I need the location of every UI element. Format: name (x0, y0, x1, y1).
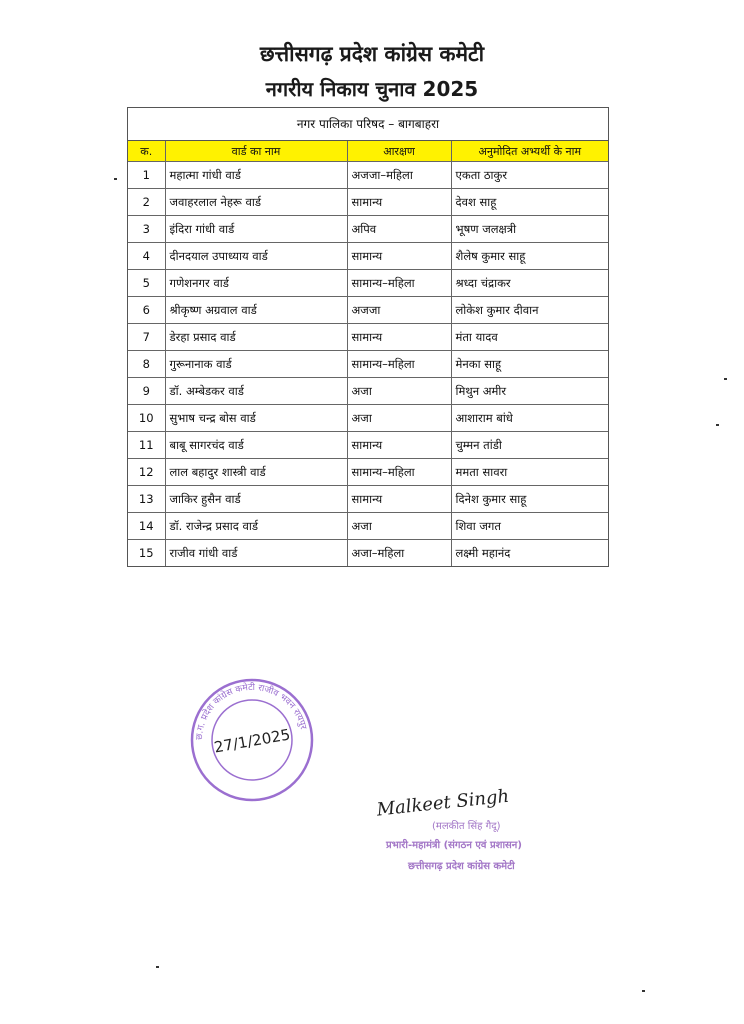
cell-serial: 15 (128, 540, 165, 567)
cell-serial: 6 (128, 297, 165, 324)
table-row (128, 459, 608, 486)
cell-serial: 7 (128, 324, 165, 351)
speck (724, 378, 727, 380)
cell-candidate: मंता यादव (451, 324, 608, 351)
table-row (128, 324, 608, 351)
cell-ward-name: गणेशनगर वार्ड (165, 270, 347, 297)
cell-candidate: एकता ठाकुर (451, 162, 608, 189)
table-row (128, 486, 608, 513)
cell-candidate: मिथुन अमीर (451, 378, 608, 405)
cell-ward-name: डेरहा प्रसाद वार्ड (165, 324, 347, 351)
table-row (128, 162, 608, 189)
table-row (128, 270, 608, 297)
cell-ward-name: जवाहरलाल नेहरू वार्ड (165, 189, 347, 216)
cell-ward-name: सुभाष चन्द्र बोस वार्ड (165, 405, 347, 432)
cell-ward-name: इंदिरा गांधी वार्ड (165, 216, 347, 243)
cell-reservation: अजा (347, 513, 451, 540)
cell-serial: 2 (128, 189, 165, 216)
cell-serial: 14 (128, 513, 165, 540)
cell-serial: 1 (128, 162, 165, 189)
document-subtitle: नगरीय निकाय चुनाव 2025 (265, 77, 479, 101)
col-header-candidate: अनुमोदित अभ्यर्थी के नाम (451, 141, 608, 162)
cell-candidate: श्रध्दा चंद्राकर (451, 270, 608, 297)
cell-candidate: देवश साहू (451, 189, 608, 216)
cell-candidate: चुम्मन तांडी (451, 432, 608, 459)
table-row (128, 432, 608, 459)
cell-serial: 9 (128, 378, 165, 405)
col-header-serial: क. (128, 141, 165, 162)
cell-serial: 12 (128, 459, 165, 486)
cell-candidate: शिवा जगत (451, 513, 608, 540)
cell-reservation: सामान्य (347, 324, 451, 351)
cell-reservation: सामान्य–महिला (347, 459, 451, 486)
cell-candidate: लोकेश कुमार दीवान (451, 297, 608, 324)
cell-candidate: लक्ष्मी महानंद (451, 540, 608, 567)
cell-ward-name: श्रीकृष्ण अग्रवाल वार्ड (165, 297, 347, 324)
cell-serial: 11 (128, 432, 165, 459)
stamp-ring-text: छ.ग. प्रदेश कांग्रेस कमेटी राजीव भवन रायपुर (194, 682, 308, 741)
cell-ward-name: महात्मा गांधी वार्ड (165, 162, 347, 189)
cell-ward-name: लाल बहादुर शास्त्री वार्ड (165, 459, 347, 486)
table-row (128, 405, 608, 432)
speck (114, 178, 117, 180)
table-row (128, 513, 608, 540)
cell-serial: 4 (128, 243, 165, 270)
table-row (128, 243, 608, 270)
signatory-organization: छत्तीसगढ़ प्रदेश कांग्रेस कमेटी (408, 861, 515, 872)
cell-ward-name: राजीव गांधी वार्ड (165, 540, 347, 567)
signatory-designation: प्रभारी-महामंत्री (संगठन एवं प्रशासन) (386, 840, 522, 851)
col-header-ward-name: वार्ड का नाम (165, 141, 347, 162)
table-row (128, 540, 608, 567)
speck (642, 990, 645, 992)
stamp-graphic (188, 676, 316, 804)
cell-reservation: अजजा–महिला (347, 162, 451, 189)
stamp-date: 27/1/2025 (212, 725, 292, 757)
cell-serial: 8 (128, 351, 165, 378)
table-row (128, 297, 608, 324)
cell-candidate: दिनेश कुमार साहू (451, 486, 608, 513)
cell-reservation: अजजा (347, 297, 451, 324)
candidate-table (128, 141, 608, 566)
table-row (128, 189, 608, 216)
cell-candidate: मेनका साहू (451, 351, 608, 378)
signatory-name: (मलकीत सिंह गैदू) (432, 821, 501, 832)
cell-ward-name: बाबू सागरचंद वार्ड (165, 432, 347, 459)
cell-serial: 13 (128, 486, 165, 513)
cell-reservation: अजा–महिला (347, 540, 451, 567)
cell-ward-name: दीनदयाल उपाध्याय वार्ड (165, 243, 347, 270)
cell-reservation: सामान्य (347, 432, 451, 459)
cell-serial: 5 (128, 270, 165, 297)
cell-reservation: सामान्य (347, 243, 451, 270)
cell-serial: 10 (128, 405, 165, 432)
candidate-table-wrapper (127, 107, 609, 567)
table-caption: नगर पालिका परिषद – बागबाहरा (128, 108, 608, 141)
cell-candidate: भूषण जलक्षत्री (451, 216, 608, 243)
cell-candidate: आशाराम बांधे (451, 405, 608, 432)
speck (156, 966, 159, 968)
document-title: छत्तीसगढ़ प्रदेश कांग्रेस कमेटी (259, 42, 485, 66)
cell-candidate: शैलेष कुमार साहू (451, 243, 608, 270)
cell-reservation: अजा (347, 405, 451, 432)
cell-reservation: अपिव (347, 216, 451, 243)
cell-reservation: सामान्य (347, 189, 451, 216)
col-header-reservation: आरक्षण (347, 141, 451, 162)
handwritten-signature: Malkeet Singh (375, 785, 511, 821)
cell-ward-name: गुरूनानाक वार्ड (165, 351, 347, 378)
cell-ward-name: डॉ. राजेन्द्र प्रसाद वार्ड (165, 513, 347, 540)
cell-ward-name: जाकिर हुसैन वार्ड (165, 486, 347, 513)
cell-reservation: सामान्य–महिला (347, 351, 451, 378)
speck (716, 424, 719, 426)
table-row (128, 351, 608, 378)
cell-reservation: सामान्य–महिला (347, 270, 451, 297)
official-stamp (188, 676, 316, 804)
table-row (128, 216, 608, 243)
cell-serial: 3 (128, 216, 165, 243)
cell-reservation: सामान्य (347, 486, 451, 513)
table-header-row (128, 141, 608, 162)
cell-reservation: अजा (347, 378, 451, 405)
cell-candidate: ममता सावरा (451, 459, 608, 486)
table-body (128, 162, 608, 567)
table-row (128, 378, 608, 405)
cell-ward-name: डॉ. अम्बेडकर वार्ड (165, 378, 347, 405)
